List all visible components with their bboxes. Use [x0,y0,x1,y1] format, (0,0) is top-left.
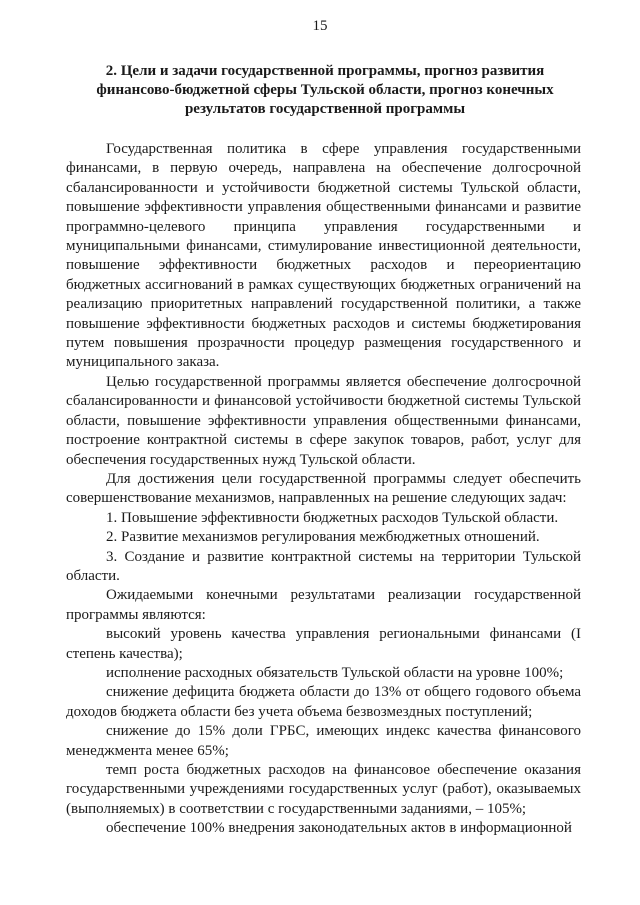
paragraph-policy: Государственная политика в сфере управления государственными финансами, в первую очередь, направлена на обеспечение долгосрочной сбалансированности и устойчивости бюджетной системы Тульской области, повышение эффективности управления общественными финансами и развитие программно-целевого принципа управления государственными и муниципальными финансами, стимулирование инвестиционной деятельности, повышение эффективности бюджетных расходов и переориентацию бюджетных ассигнований в рамках существующих бюджетных ограничений на реализацию приоритетных направлений государственной политики, а также повышение эффективности бюджетных расходов и системы бюджетирования путем повышения прозрачности процедур размещения государственного и муниципального заказа. [66,141,581,371]
page-number: 15 [312,18,328,34]
result-item-legislation: обеспечение 100% внедрения законодательных актов в информационной [106,820,572,837]
result-item-growth: темп роста бюджетных расходов на финансовое обеспечение оказания государственными учреждениями государственных услуг (работ), оказываемых (выполняемых) в соответствии с государственными заданиями, – 105%; [66,762,581,817]
result-item-quality: высокий уровень качества управления региональными финансами (I степень качества); [66,626,581,662]
result-item-obligations: исполнение расходных обязательств Тульской области на уровне 100%; [106,664,564,681]
paragraph-results-intro: Ожидаемыми конечными результатами реализации государственной программы являются: [66,587,581,623]
body-text [66,140,581,839]
result-item-grbs: снижение до 15% доли ГРБС, имеющих индекс качества финансового менеджмента менее 65%; [66,723,581,759]
paragraph-tasks-intro: Для достижения цели государственной программы следует обеспечить совершенствование механизмов, направленных на решение следующих задач: [66,470,581,507]
task-item-2: 2. Развитие механизмов регулирования межбюджетных отношений. [106,529,540,546]
result-item-deficit: снижение дефицита бюджета области до 13% от общего годового объема доходов бюджета области без учета объема безвозмездных поступлений; [66,684,581,720]
paragraph-goal: Целью государственной программы является обеспечение долгосрочной сбалансированности и финансовой устойчивости бюджетной системы Тульской области, повышение эффективности управления общественными финансами, построение контрактной системы в сфере закупок товаров, работ, услуг для обеспечения государственных нужд Тульской области. [66,373,581,468]
task-item-3: 3. Создание и развитие контрактной системы на территории Тульской области. [66,548,581,584]
task-item-1: 1. Повышение эффективности бюджетных расходов Тульской области. [106,509,559,526]
section-heading: 2. Цели и задачи государственной программы, прогноз развития финансово-бюджетной сферы Тульской области, прогноз конечных результатов государственной программы [96,63,554,117]
